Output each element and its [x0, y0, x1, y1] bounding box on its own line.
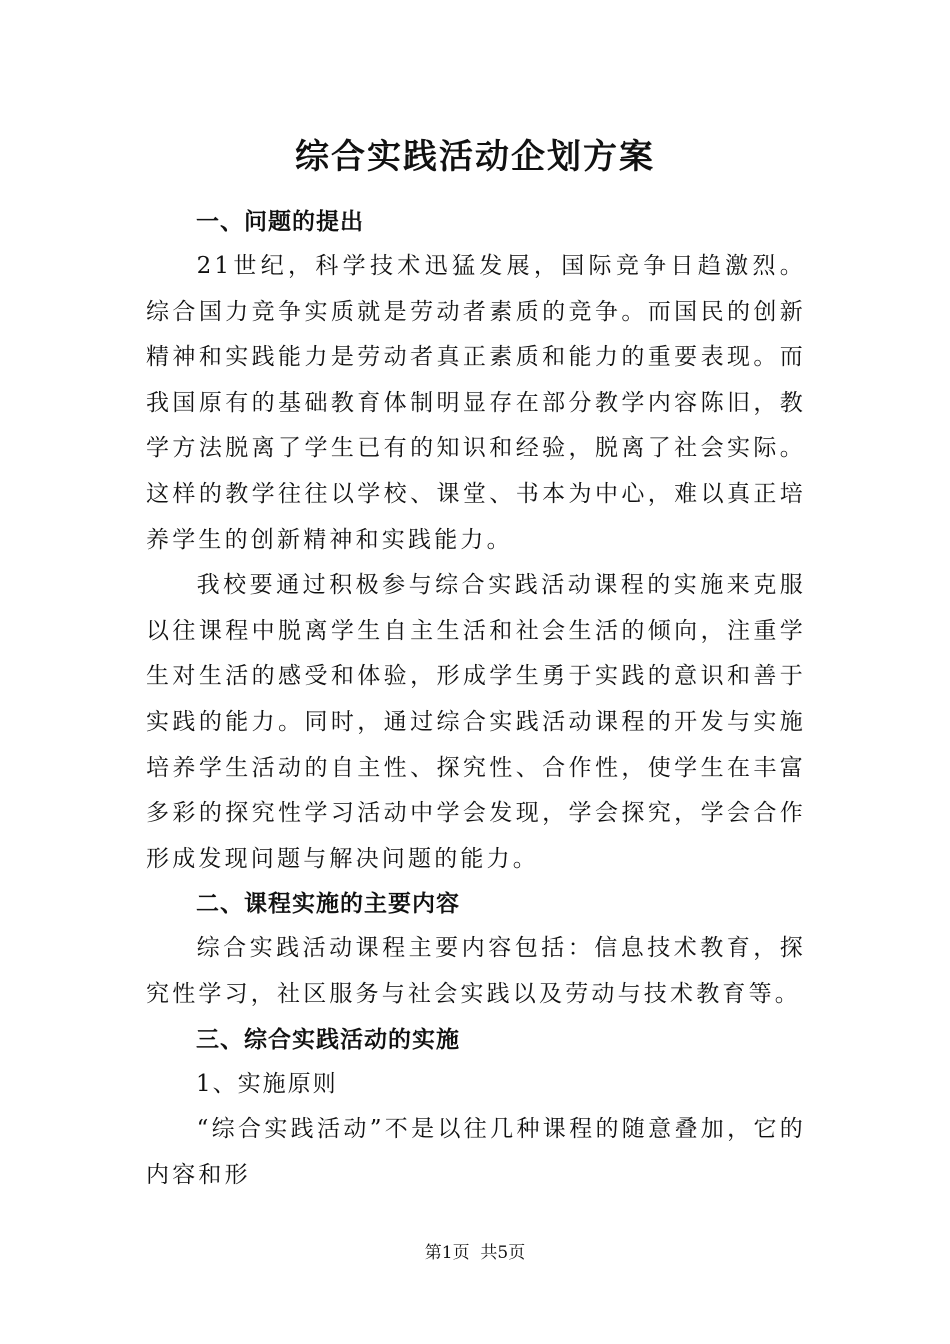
- sub-heading: 1、实施原则: [196, 1070, 338, 1097]
- body-paragraph: “综合实践活动”不是以往几种课程的随意叠加，它的内容和形: [146, 1116, 806, 1188]
- section-problem: [146, 200, 806, 882]
- document-title: 综合实践活动企划方案: [295, 137, 655, 177]
- section-heading: 二、课程实施的主要内容: [196, 891, 460, 918]
- section-implementation: [146, 1018, 806, 1199]
- section-heading: 三、综合实践活动的实施: [196, 1026, 460, 1053]
- body-paragraph: 综合实践活动课程主要内容包括：信息技术教育，探究性学习，社区服务与社会实践以及劳动与技术教育等。: [146, 935, 806, 1007]
- section-heading: 一、问题的提出: [196, 209, 364, 235]
- document-body: [146, 200, 806, 1198]
- body-paragraph: 21世纪，科学技术迅猛发展，国际竞争日趋激烈。综合国力竞争实质就是劳动者素质的竞争。而国民的创新精神和实践能力是劳动者真正素质和能力的重要表现。而我国原有的基础教育体制明显存在部分教学内容陈旧，教学方法脱离了学生已有的知识和经验，脱离了社会实际。这样的教学往往以学校、课堂、书本为中心，难以真正培养学生的创新精神和实践能力。: [146, 253, 806, 553]
- section-main-content: [146, 882, 806, 1017]
- body-paragraph: 我校要通过积极参与综合实践活动课程的实施来克服以往课程中脱离学生自主生活和社会生活的倾向，注重学生对生活的感受和体验，形成学生勇于实践的意识和善于实践的能力。同时，通过综合实践活动课程的开发与实施培养学生活动的自主性、探究性、合作性，使学生在丰富多彩的探究性学习活动中学会发现，学会探究，学会合作形成发现问题与解决问题的能力。: [146, 572, 806, 872]
- page-footer: 第1页 共5页: [424, 1243, 526, 1263]
